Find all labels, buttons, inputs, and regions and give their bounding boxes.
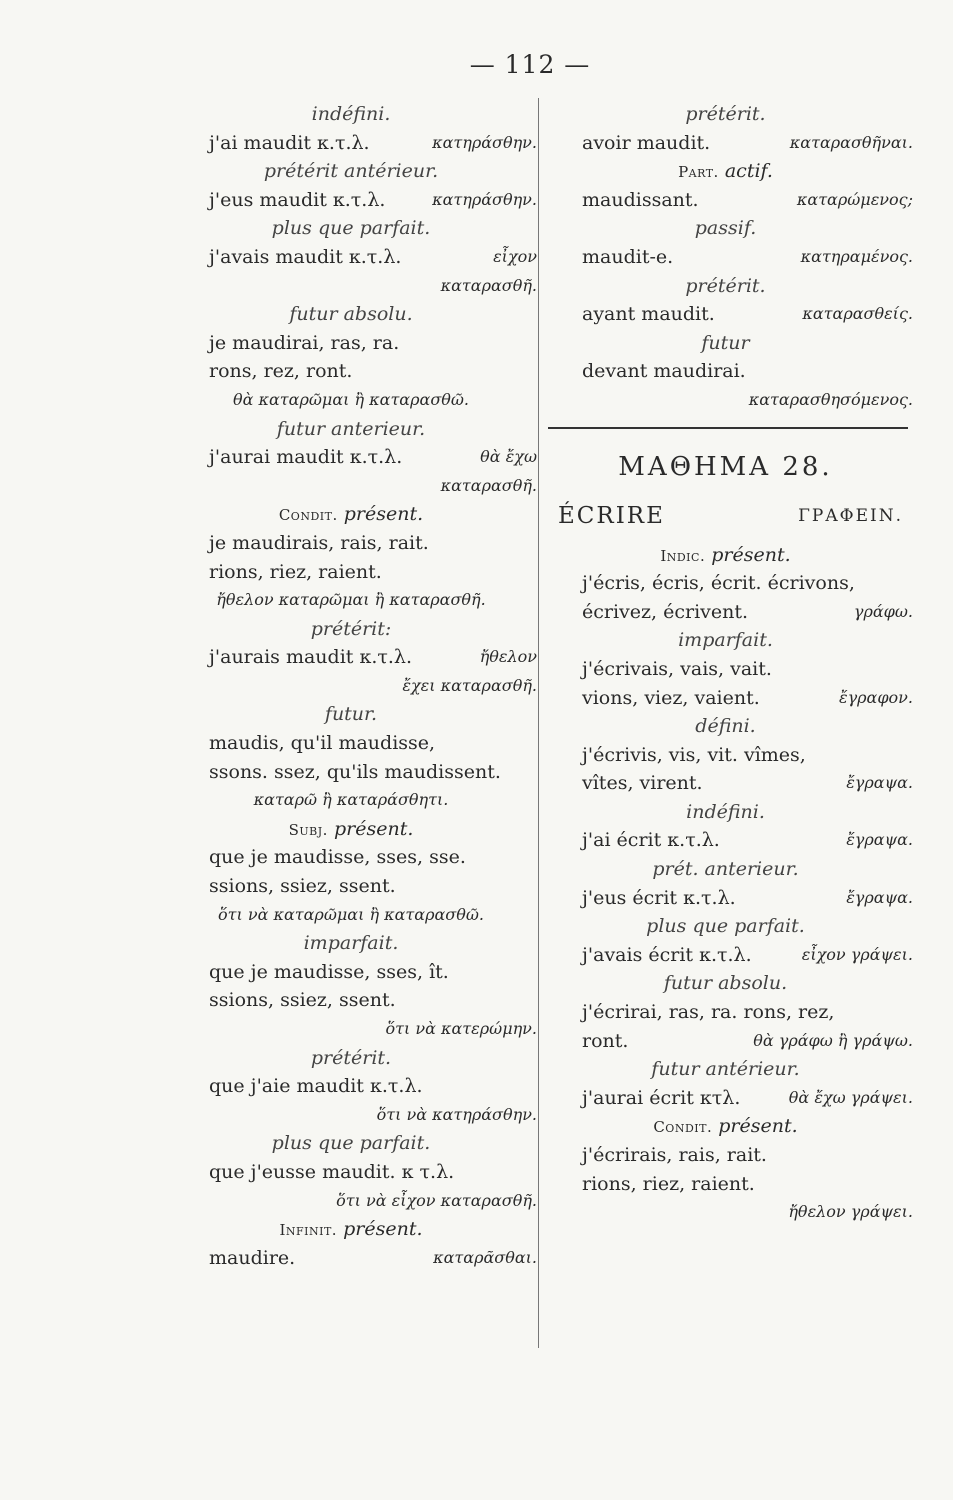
french-form: avoir maudit. bbox=[582, 131, 711, 154]
conjugation-row bbox=[165, 243, 537, 272]
conjugation-line: maudis, qu'il maudisse, bbox=[209, 732, 436, 755]
greek-form: καταρασθῆναι. bbox=[789, 132, 913, 152]
greek-form: καταρασθείς. bbox=[802, 304, 913, 324]
french-form: j'ai écrit κ.τ.λ. bbox=[582, 829, 720, 852]
conjugation-line: rions, riez, raient. bbox=[209, 560, 382, 583]
greek-translation: ἤθελον γράψει. bbox=[788, 1202, 913, 1222]
tense-heading: indéfini. bbox=[686, 800, 765, 823]
conjugation-row bbox=[165, 443, 537, 472]
mood-heading bbox=[165, 815, 537, 844]
conjugation-line: je maudirai, ras, ra. bbox=[209, 331, 400, 354]
tense-heading: futur absolu. bbox=[663, 972, 788, 995]
french-form: ront. bbox=[582, 1029, 629, 1052]
verb-french: ÉCRIRE bbox=[558, 502, 665, 529]
right-column-top bbox=[538, 100, 913, 415]
conjugation-line: rons, rez, ront. bbox=[209, 360, 353, 383]
conjugation-line: j'écrirai, ras, ra. rons, rez, bbox=[582, 1001, 835, 1024]
greek-form: κατηράσθην. bbox=[432, 132, 537, 152]
greek-translation: ὅτι νὰ κατερώμην. bbox=[385, 1019, 537, 1038]
tense-heading: plus que parfait. bbox=[271, 1132, 431, 1155]
verb-greek: ΓΡΑΦΕΙΝ. bbox=[798, 505, 903, 526]
greek-form: εἶχον γράψει. bbox=[801, 944, 913, 964]
greek-translation: ἤθελον καταρῶμαι ἢ καταρασθῆ. bbox=[216, 590, 486, 610]
tense-heading: défini. bbox=[695, 715, 756, 738]
conjugation-line: que j'aie maudit κ.τ.λ. bbox=[209, 1075, 423, 1098]
mood-heading bbox=[538, 1112, 913, 1141]
conjugation-line: devant maudirai. bbox=[582, 360, 746, 383]
conjugation-row bbox=[538, 684, 913, 713]
conjugation-row bbox=[538, 826, 913, 855]
conjugation-line: que je maudisse, sses, ît. bbox=[209, 960, 449, 983]
tense-heading: indéfini. bbox=[311, 103, 391, 125]
right-column-bottom bbox=[538, 541, 913, 1227]
page-number: — 112 — bbox=[469, 50, 591, 79]
conjugation-row bbox=[538, 1027, 913, 1056]
tense-heading: imparfait. bbox=[303, 932, 399, 955]
mood-label: Infinit. bbox=[279, 1221, 338, 1240]
french-form: j'avais écrit κ.τ.λ. bbox=[582, 943, 752, 966]
tense-heading: futur antérieur. bbox=[651, 1058, 800, 1081]
lesson-title: ΜΑΘΗΜΑ 28. bbox=[618, 451, 833, 482]
french-form: maudissant. bbox=[582, 188, 699, 211]
greek-form: ἔγραφον. bbox=[838, 687, 913, 707]
mood-label: Condit. bbox=[278, 506, 338, 525]
conjugation-line: ssons. ssez, qu'ils maudissent. bbox=[209, 760, 501, 783]
greek-form: καταρώμενος; bbox=[796, 189, 913, 209]
tense-heading: plus que parfait. bbox=[271, 217, 431, 240]
greek-form: θὰ ἔχω γράψει. bbox=[788, 1087, 913, 1107]
french-form: j'eus écrit κ.τ.λ. bbox=[582, 886, 736, 909]
conjugation-row bbox=[538, 243, 913, 272]
mood-label: Condit. bbox=[653, 1118, 713, 1137]
tense-heading: prét. anterieur. bbox=[652, 858, 799, 881]
greek-translation: καταρασθῆ. bbox=[440, 275, 537, 295]
tense-label: présent. bbox=[343, 503, 424, 526]
french-form: j'avais maudit κ.τ.λ. bbox=[209, 245, 402, 268]
greek-form: ἔγραψα. bbox=[846, 830, 913, 850]
french-form: j'eus maudit κ.τ.λ. bbox=[209, 188, 386, 211]
greek-translation: θὰ καταρῶμαι ἢ καταρασθῶ. bbox=[232, 389, 469, 409]
tense-heading: prétérit. bbox=[685, 103, 766, 125]
greek-form: εἶχον bbox=[493, 246, 537, 266]
conjugation-row bbox=[538, 769, 913, 798]
tense-label: présent. bbox=[333, 817, 414, 840]
greek-translation: καταρασθησόμενος. bbox=[748, 389, 913, 409]
conjugation-row bbox=[538, 186, 913, 215]
greek-translation: ἔχει καταρασθῆ. bbox=[402, 675, 537, 695]
tense-heading: futur absolu. bbox=[289, 303, 413, 326]
conjugation-row bbox=[538, 1084, 913, 1113]
tense-heading: passif. bbox=[694, 217, 757, 240]
tense-heading: imparfait. bbox=[678, 629, 773, 652]
greek-form: θὰ ἔχω bbox=[480, 447, 537, 467]
tense-heading: prétérit antérieur. bbox=[263, 160, 439, 183]
conjugation-line: ssions, ssiez, ssent. bbox=[209, 875, 396, 898]
mood-heading bbox=[165, 500, 537, 529]
greek-form: κατηράσθην. bbox=[432, 189, 537, 209]
conjugation-line: j'écrivais, vais, vait. bbox=[582, 657, 772, 680]
tense-label: présent. bbox=[711, 543, 791, 566]
tense-heading: prétérit: bbox=[310, 617, 392, 640]
conjugation-line: j'écrivis, vis, vit. vîmes, bbox=[582, 743, 806, 766]
greek-form: γράφω. bbox=[853, 601, 913, 621]
french-form: maudit-e. bbox=[582, 245, 674, 268]
greek-form: ἔγραψα. bbox=[846, 887, 913, 907]
mood-heading bbox=[538, 157, 913, 186]
greek-translation: ὅτι νὰ κατηράσθην. bbox=[376, 1104, 537, 1124]
conjugation-line: je maudirais, rais, rait. bbox=[209, 531, 429, 554]
french-form: vions, viez, vaient. bbox=[582, 686, 760, 709]
conjugation-line: j'écrirais, rais, rait. bbox=[582, 1144, 767, 1166]
conjugation-row bbox=[165, 1244, 537, 1273]
conjugation-row bbox=[165, 129, 537, 158]
conjugation-row bbox=[538, 598, 913, 627]
conjugation-row bbox=[538, 884, 913, 913]
mood-label: Subj. bbox=[288, 820, 328, 839]
conjugation-line: que j'eusse maudit. κ τ.λ. bbox=[209, 1160, 455, 1183]
french-form: j'aurai écrit κτλ. bbox=[582, 1086, 741, 1109]
mood-heading bbox=[165, 1215, 537, 1244]
french-form: j'aurai maudit κ.τ.λ. bbox=[209, 446, 403, 469]
mood-heading bbox=[538, 541, 913, 570]
tense-label: présent. bbox=[718, 1115, 798, 1138]
mood-label: Indic. bbox=[660, 546, 706, 565]
tense-label: actif. bbox=[724, 160, 773, 183]
tense-heading: futur anterieur. bbox=[276, 417, 426, 440]
tense-label: présent. bbox=[343, 1218, 423, 1241]
greek-form: ἔγραψα. bbox=[846, 773, 913, 793]
conjugation-row bbox=[165, 186, 537, 215]
greek-translation: καταρασθῆ. bbox=[440, 475, 537, 495]
tense-heading: futur. bbox=[324, 703, 378, 726]
conjugation-line: rions, riez, raient. bbox=[582, 1172, 755, 1195]
conjugation-row bbox=[538, 129, 913, 158]
tense-heading: prétérit. bbox=[685, 274, 766, 297]
french-form: maudire. bbox=[209, 1246, 296, 1269]
tense-heading: futur bbox=[701, 331, 750, 354]
conjugation-line: j'écris, écris, écrit. écrivons, bbox=[582, 572, 855, 595]
tense-heading: plus que parfait. bbox=[646, 915, 805, 938]
french-form: ayant maudit. bbox=[582, 303, 715, 326]
verb-heading bbox=[538, 491, 913, 541]
greek-form: ἤθελον bbox=[479, 647, 537, 667]
greek-form: θὰ γράφω ἢ γράψω. bbox=[753, 1030, 913, 1050]
conjugation-row bbox=[538, 300, 913, 329]
french-form: écrivez, écrivent. bbox=[582, 600, 749, 623]
french-form: j'aurais maudit κ.τ.λ. bbox=[209, 646, 412, 669]
section-divider bbox=[548, 427, 908, 429]
french-form: j'ai maudit κ.τ.λ. bbox=[209, 131, 370, 154]
greek-form: κατηραμένος. bbox=[800, 246, 913, 266]
left-column bbox=[165, 100, 537, 1272]
conjugation-row bbox=[538, 941, 913, 970]
right-column bbox=[538, 100, 913, 1227]
tense-heading: prétérit. bbox=[310, 1046, 392, 1069]
greek-translation: ὅτι νὰ καταρῶμαι ἢ καταρασθῶ. bbox=[218, 904, 484, 924]
french-form: vîtes, virent. bbox=[582, 772, 703, 795]
conjugation-row bbox=[165, 643, 537, 672]
conjugation-line: ssions, ssiez, ssent. bbox=[209, 989, 396, 1012]
greek-form: καταρᾶσθαι. bbox=[433, 1247, 537, 1267]
greek-translation: καταρῶ ἢ καταράσθητι. bbox=[253, 790, 449, 810]
mood-label: Part. bbox=[678, 163, 719, 182]
conjugation-line: que je maudisse, sses, sse. bbox=[209, 846, 466, 869]
greek-translation: ὅτι νὰ εἶχον καταρασθῆ. bbox=[336, 1190, 537, 1210]
